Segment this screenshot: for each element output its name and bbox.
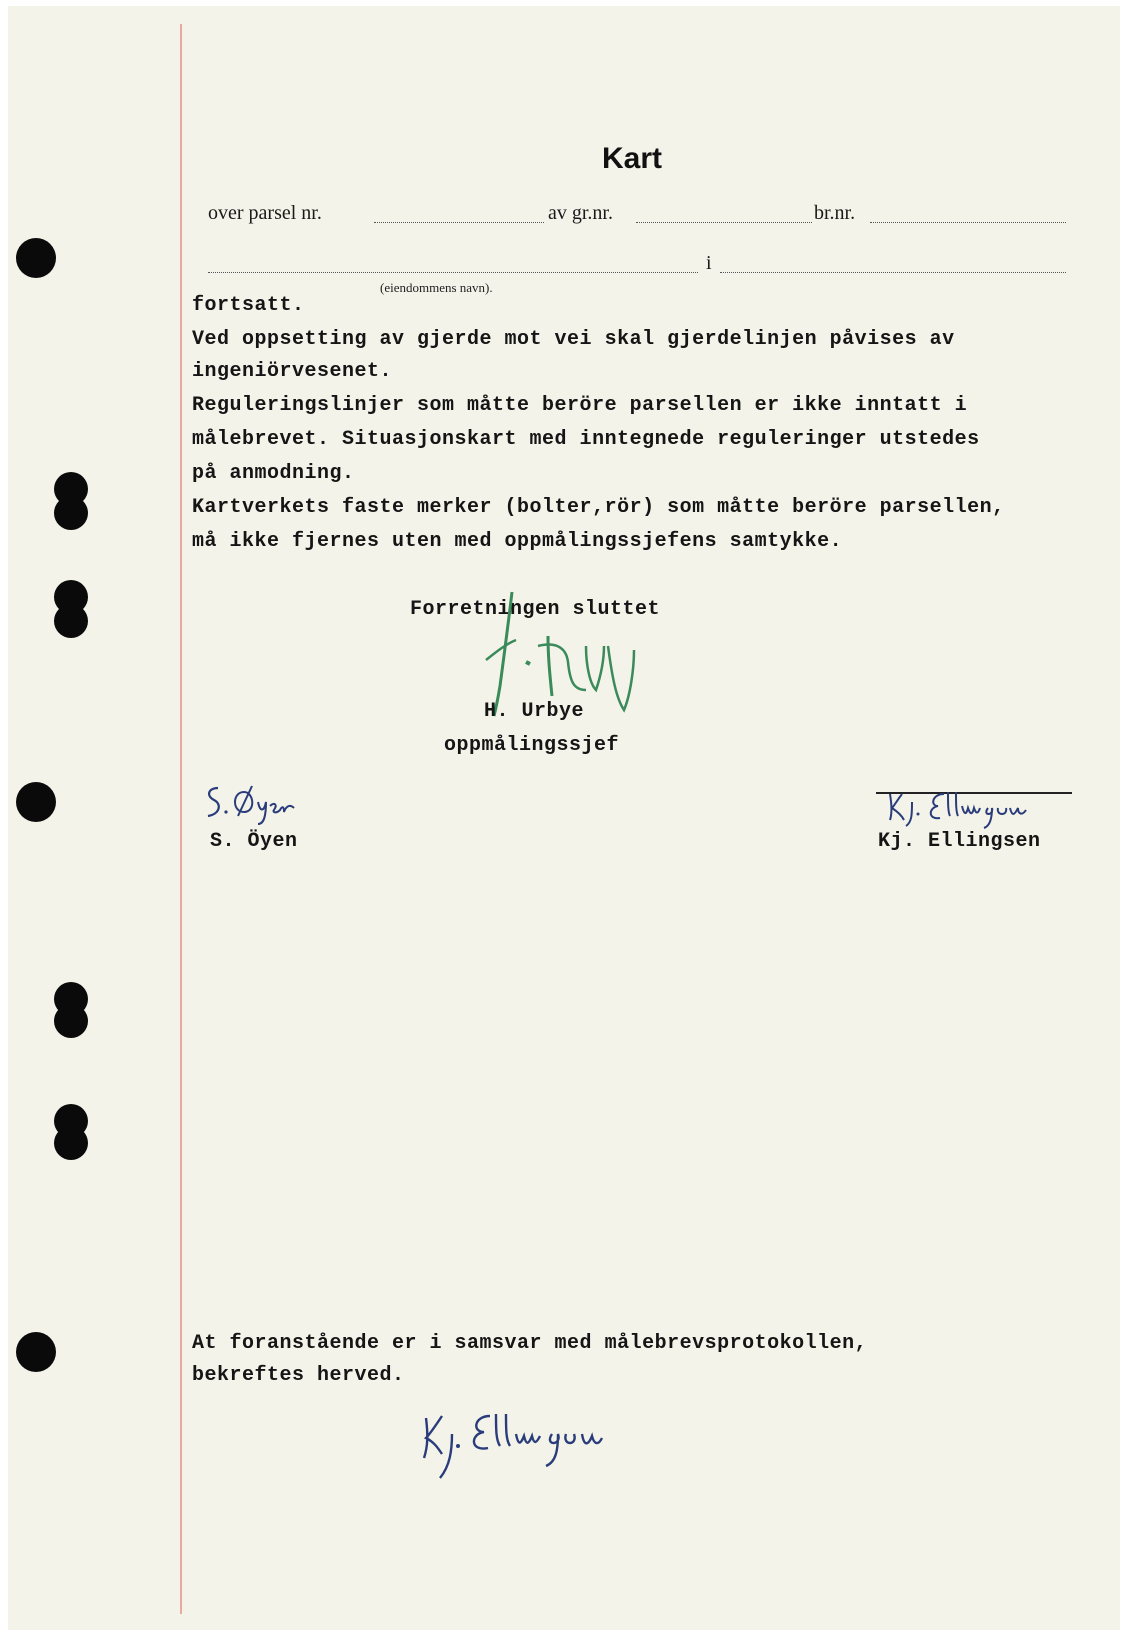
right-signer-name: Kj. Ellingsen [878, 830, 1041, 853]
grnr-field [636, 222, 812, 223]
left-handwritten-signature [202, 782, 302, 826]
parcel-label: over parsel nr. [208, 202, 322, 224]
body-line: Reguleringslinjer som måtte beröre parsellen er ikke inntatt i [192, 394, 968, 417]
property-name-field [208, 272, 698, 273]
chief-title: oppmålingssjef [444, 734, 620, 757]
document-page [8, 6, 1120, 1630]
body-line: Kartverkets faste merker (bolter,rör) som måtte beröre parsellen, [192, 496, 1005, 519]
closing-text: Forretningen sluttet [410, 598, 661, 621]
body-line: på anmodning. [192, 462, 355, 485]
i-label: i [706, 252, 712, 274]
right-handwritten-signature [882, 786, 1052, 830]
certification-line-2: bekreftes herved. [192, 1364, 405, 1387]
body-line: Ved oppsetting av gjerde mot vei skal gjerdelinjen påvises av [192, 328, 955, 351]
punch-hole [16, 238, 56, 278]
punch-hole [54, 496, 88, 530]
left-signer-name: S. Öyen [210, 830, 298, 853]
page-title: Kart [602, 142, 663, 175]
grnr-label: av gr.nr. [548, 202, 613, 224]
body-line: fortsatt. [192, 294, 305, 317]
location-field [720, 272, 1066, 273]
margin-line [180, 24, 182, 1614]
chief-name: H. Urbye [484, 700, 585, 723]
brnr-label: br.nr. [814, 202, 856, 224]
body-line: ingeniörvesenet. [192, 360, 393, 383]
property-name-caption: (eiendommens navn). [380, 280, 493, 295]
punch-hole [54, 1126, 88, 1160]
parcel-field [374, 222, 544, 223]
brnr-field [870, 222, 1066, 223]
body-line: må ikke fjernes uten med oppmålingssjefens samtykke. [192, 530, 843, 553]
punch-hole [16, 1332, 56, 1372]
certification-line-1: At foranstående er i samsvar med målebrevsprotokollen, [192, 1332, 868, 1355]
punch-hole [16, 782, 56, 822]
body-line: målebrevet. Situasjonskart med inntegnede reguleringer utstedes [192, 428, 980, 451]
bottom-handwritten-signature [412, 1404, 632, 1484]
punch-hole [54, 1004, 88, 1038]
punch-hole [54, 604, 88, 638]
